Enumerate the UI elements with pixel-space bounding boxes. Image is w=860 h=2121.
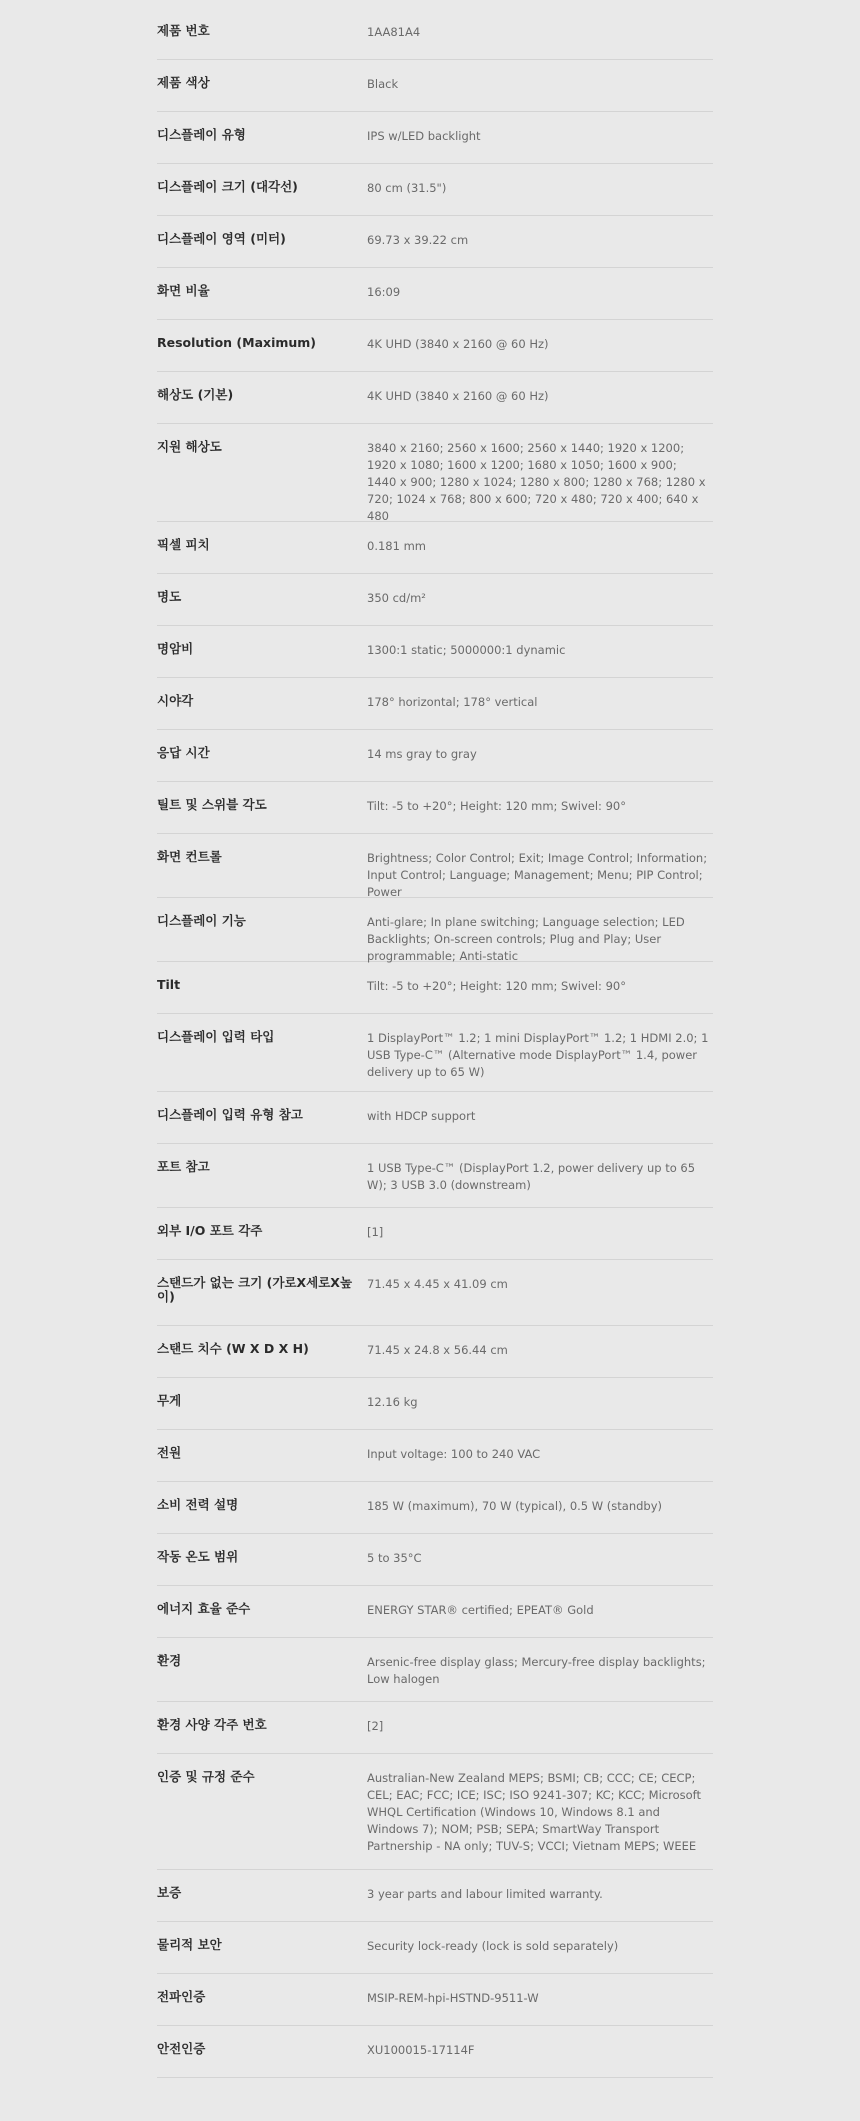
spec-value: 4K UHD (3840 x 2160 @ 60 Hz) [367,389,549,403]
spec-row [157,60,713,112]
spec-label: Resolution (Maximum) [157,335,317,350]
spec-value: 69.73 x 39.22 cm [367,233,469,247]
spec-label: 보증 [157,1885,182,1900]
spec-row [157,2026,713,2078]
spec-label: 지원 해상도 [157,439,222,454]
spec-label: 디스플레이 크기 (대각선) [157,179,298,194]
spec-value: 71.45 x 4.45 x 41.09 cm [367,1277,508,1291]
spec-value: Security lock-ready (lock is sold separately) [367,1939,619,1953]
spec-value: 350 cd/m² [367,591,426,605]
spec-label: 작동 온도 범위 [157,1549,239,1564]
spec-label: 전원 [157,1445,182,1460]
spec-label: 인증 및 규정 준수 [157,1769,255,1784]
spec-label: 환경 사양 각주 번호 [157,1717,267,1732]
spec-value: XU100015-17114F [367,2043,475,2057]
spec-row [157,1922,713,1974]
spec-label: 화면 비율 [157,283,210,298]
spec-label: 디스플레이 입력 타입 [157,1029,275,1044]
spec-row [157,268,713,320]
spec-label: 스탠드 치수 (W X D X H) [157,1341,309,1356]
spec-value: with HDCP support [367,1109,476,1123]
spec-value: 80 cm (31.5") [367,181,447,195]
spec-row [157,1378,713,1430]
spec-label: 디스플레이 입력 유형 참고 [157,1107,303,1122]
spec-row [157,626,713,678]
spec-label: 안전인증 [157,2041,206,2056]
spec-row [157,112,713,164]
spec-label: 환경 [157,1653,182,1668]
spec-row [157,522,713,574]
spec-value: 178° horizontal; 178° vertical [367,695,538,709]
spec-row [157,1870,713,1922]
spec-row [157,1326,713,1378]
spec-row [157,424,713,522]
spec-label: 디스플레이 기능 [157,913,246,928]
spec-value: Arsenic-free display glass; Mercury-free display backlights; Low halogen [367,1655,706,1686]
spec-label: 포트 참고 [157,1159,210,1174]
spec-value: Anti-glare; In plane switching; Language selection; LED Backlights; On-screen controls; Plug and Play; User programmable; Anti-static [367,915,685,963]
spec-value: 1 DisplayPort™ 1.2; 1 mini DisplayPort™ 1.2; 1 HDMI 2.0; 1 USB Type-C™ (Alternative mode DisplayPort™ 1.4, power delivery up to 65 W) [367,1031,709,1079]
spec-table [157,8,713,2078]
spec-label: Tilt [157,977,181,992]
spec-row [157,1260,713,1326]
spec-row [157,834,713,898]
spec-label: 화면 컨트롤 [157,849,222,864]
spec-label: 픽셀 피치 [157,537,210,552]
spec-label: 명암비 [157,641,194,656]
spec-value: 185 W (maximum), 70 W (typical), 0.5 W (standby) [367,1499,663,1513]
spec-row [157,164,713,216]
spec-label: 응답 시간 [157,745,210,760]
spec-value: Input voltage: 100 to 240 VAC [367,1447,541,1461]
spec-row [157,1092,713,1144]
spec-value: Black [367,77,399,91]
spec-row [157,216,713,268]
spec-value: Brightness; Color Control; Exit; Image Control; Information; Input Control; Language; Management; Menu; PIP Control; Power [367,851,708,899]
spec-value: 16:09 [367,285,401,299]
spec-value: 5 to 35°C [367,1551,422,1565]
spec-label: 시야각 [157,693,194,708]
spec-row [157,320,713,372]
spec-value: 1 USB Type-C™ (DisplayPort 1.2, power delivery up to 65 W); 3 USB 3.0 (downstream) [367,1161,696,1192]
spec-value: 4K UHD (3840 x 2160 @ 60 Hz) [367,337,549,351]
spec-row [157,1014,713,1092]
spec-label: 전파인증 [157,1989,206,2004]
spec-label: 제품 색상 [157,75,210,90]
spec-row [157,1638,713,1702]
spec-row [157,1144,713,1208]
spec-row [157,730,713,782]
spec-row [157,1754,713,1870]
spec-value: 12.16 kg [367,1395,418,1409]
spec-label: 물리적 보안 [157,1937,222,1952]
spec-label: 외부 I/O 포트 각주 [157,1223,263,1238]
spec-row [157,1586,713,1638]
spec-value: Australian-New Zealand MEPS; BSMI; CB; CCC; CE; CECP; CEL; EAC; FCC; ICE; ISC; ISO 9241-307; KC; KCC; Microsoft WHQL Certification (Windows 10, Windows 8.1 and Windows 7); NOM; PSB; SEPA; SmartWay Transport Partnership - NA only; TUV-S; VCCI; Vietnam MEPS; WEEE [367,1771,701,1853]
spec-value: Tilt: -5 to +20°; Height: 120 mm; Swivel: 90° [367,799,626,813]
spec-value: 71.45 x 24.8 x 56.44 cm [367,1343,508,1357]
spec-row [157,1534,713,1586]
spec-label: 해상도 (기본) [157,387,234,402]
spec-label: 스탠드가 없는 크기 (가로X세로X높이) [157,1275,353,1304]
spec-value: ENERGY STAR® certified; EPEAT® Gold [367,1603,594,1617]
spec-value: 1AA81A4 [367,25,421,39]
spec-label: 디스플레이 유형 [157,127,246,142]
spec-label: 디스플레이 영역 (미터) [157,231,286,246]
spec-value: IPS w/LED backlight [367,129,481,143]
spec-value: MSIP-REM-hpi-HSTND-9511-W [367,1991,539,2005]
spec-label: 제품 번호 [157,23,210,38]
spec-label: 소비 전력 설명 [157,1497,239,1512]
spec-row [157,1482,713,1534]
spec-value: 1300:1 static; 5000000:1 dynamic [367,643,566,657]
spec-label: 틸트 및 스위블 각도 [157,797,267,812]
spec-row [157,898,713,962]
spec-value: 0.181 mm [367,539,426,553]
spec-row [157,962,713,1014]
spec-label: 무게 [157,1393,182,1408]
spec-value: Tilt: -5 to +20°; Height: 120 mm; Swivel: 90° [367,979,626,993]
spec-value: [2] [367,1719,384,1733]
spec-row [157,1702,713,1754]
spec-row [157,372,713,424]
spec-row [157,574,713,626]
spec-row [157,1430,713,1482]
spec-row [157,782,713,834]
spec-value: 14 ms gray to gray [367,747,477,761]
spec-value: 3840 x 2160; 2560 x 1600; 2560 x 1440; 1920 x 1200; 1920 x 1080; 1600 x 1200; 1680 x 1050; 1600 x 900; 1440 x 900; 1280 x 1024; 1280 x 800; 1280 x 768; 1280 x 720; 1024 x 768; 800 x 600; 720 x 480; 720 x 400; 640 x 480 [367,441,706,523]
spec-value: 3 year parts and labour limited warranty. [367,1887,603,1901]
spec-value: [1] [367,1225,384,1239]
spec-row [157,8,713,60]
spec-row [157,1208,713,1260]
spec-row [157,1974,713,2026]
spec-label: 명도 [157,589,182,604]
spec-row [157,678,713,730]
spec-label: 에너지 효율 준수 [157,1601,251,1616]
